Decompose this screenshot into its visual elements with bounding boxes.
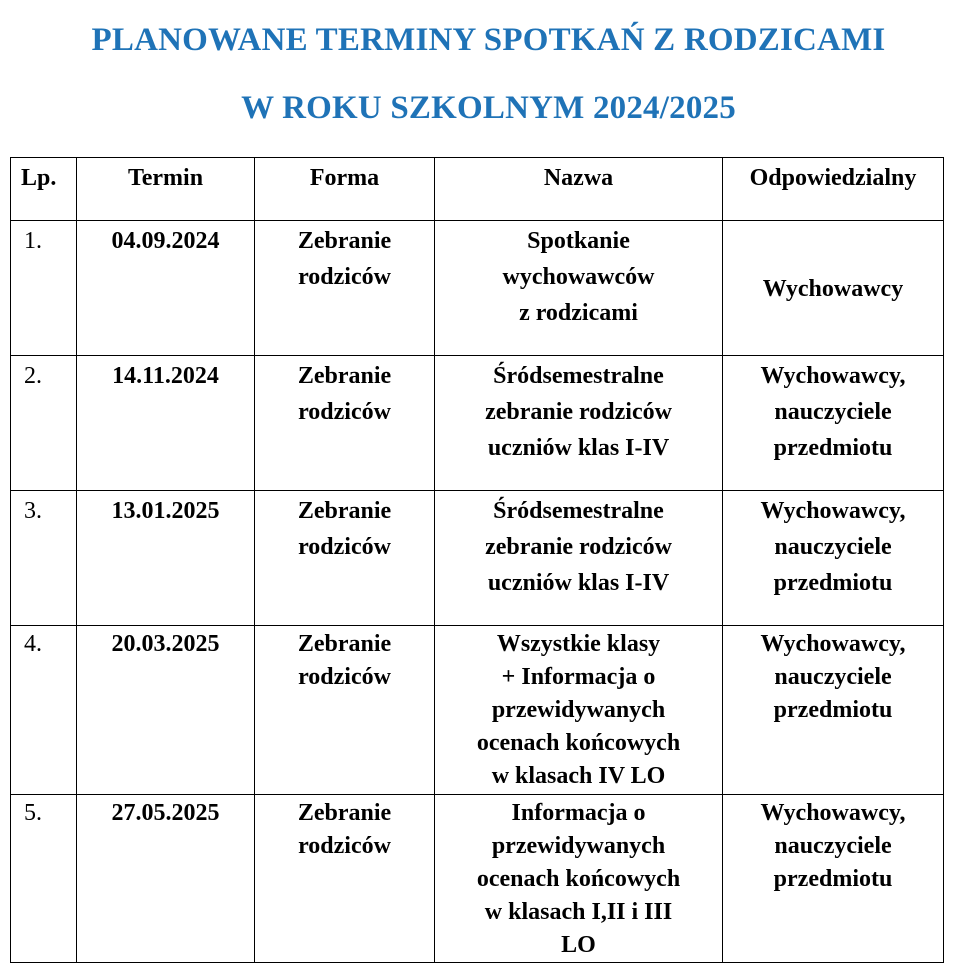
odpowiedzialny-text: Wychowawcy, nauczyciele przedmiotu [760, 800, 906, 892]
header-lp: Lp. [11, 158, 77, 221]
lp-text: 1. [24, 228, 42, 254]
page-title-line-2: W ROKU SZKOLNYM 2024/2025 [241, 90, 736, 126]
table-row [11, 626, 944, 795]
nazwa-text: Wszystkie klasy + Informacja o przewidywanych ocenach końcowych w klasach IV LO [476, 631, 681, 789]
cell-termin [77, 221, 255, 356]
header-termin: Termin [77, 158, 255, 221]
page-title-line-1: PLANOWANE TERMINY SPOTKAŃ Z RODZICAMI [91, 22, 886, 58]
lp-text: 3. [24, 498, 42, 524]
cell-forma [255, 795, 435, 963]
lp-text: 5. [24, 800, 42, 826]
cell-odpowiedzialny [723, 795, 944, 963]
cell-odpowiedzialny [723, 626, 944, 795]
odpowiedzialny-text: Wychowawcy, nauczyciele przedmiotu [760, 498, 906, 596]
cell-termin [77, 795, 255, 963]
header-odpowiedzialny: Odpowiedzialny [723, 158, 944, 221]
termin-text: 27.05.2025 [111, 800, 220, 826]
forma-text: Zebranie rodziców [297, 498, 392, 560]
nazwa-text: Śródsemestralne zebranie rodziców uczniów klas I-IV [485, 498, 672, 596]
forma-text: Zebranie rodziców [297, 631, 392, 690]
header-forma: Forma [255, 158, 435, 221]
termin-text: 14.11.2024 [112, 363, 219, 389]
forma-text: Zebranie rodziców [297, 363, 392, 425]
table-header-row [11, 158, 944, 221]
cell-termin [77, 491, 255, 626]
lp-text: 4. [24, 631, 42, 657]
forma-text: Zebranie rodziców [297, 800, 392, 859]
nazwa-text: Spotkanie wychowawców z rodzicami [502, 228, 655, 326]
lp-text: 2. [24, 363, 42, 389]
header-nazwa: Nazwa [435, 158, 723, 221]
cell-termin [77, 626, 255, 795]
cell-odpowiedzialny [723, 491, 944, 626]
table-row [11, 356, 944, 491]
odpowiedzialny-text: Wychowawcy, nauczyciele przedmiotu [760, 363, 906, 461]
cell-nazwa [435, 221, 723, 356]
termin-text: 04.09.2024 [111, 228, 220, 254]
table-row [11, 491, 944, 626]
nazwa-text: Śródsemestralne zebranie rodziców uczniów klas I-IV [485, 363, 672, 461]
cell-nazwa [435, 795, 723, 963]
cell-forma [255, 626, 435, 795]
termin-text: 13.01.2025 [111, 498, 220, 524]
cell-lp [11, 221, 77, 356]
cell-lp [11, 491, 77, 626]
cell-forma [255, 221, 435, 356]
cell-odpowiedzialny [723, 221, 944, 356]
cell-odpowiedzialny [723, 356, 944, 491]
nazwa-text: Informacja o przewidywanych ocenach końcowych w klasach I,II i III LO [476, 800, 681, 958]
cell-forma [255, 491, 435, 626]
cell-nazwa [435, 356, 723, 491]
cell-forma [255, 356, 435, 491]
cell-lp [11, 795, 77, 963]
table-row [11, 795, 944, 963]
cell-termin [77, 356, 255, 491]
cell-lp [11, 356, 77, 491]
cell-nazwa [435, 491, 723, 626]
odpowiedzialny-text: Wychowawcy [762, 276, 904, 302]
odpowiedzialny-text: Wychowawcy, nauczyciele przedmiotu [760, 631, 906, 723]
cell-nazwa [435, 626, 723, 795]
meetings-table [10, 157, 944, 963]
table-row [11, 221, 944, 356]
cell-lp [11, 626, 77, 795]
termin-text: 20.03.2025 [111, 631, 220, 657]
forma-text: Zebranie rodziców [297, 228, 392, 290]
